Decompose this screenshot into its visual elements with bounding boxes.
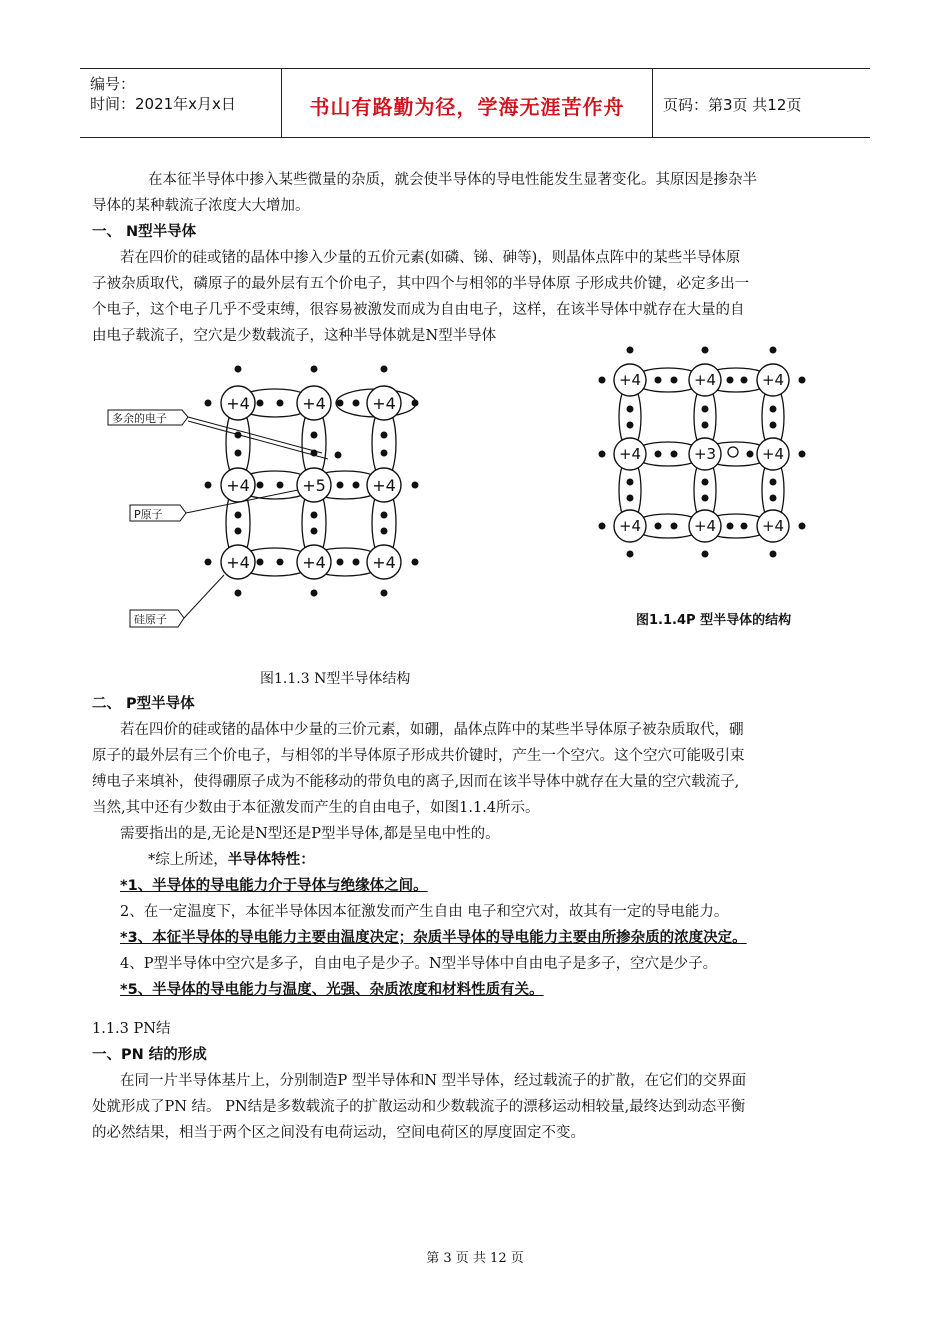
property-item: *3、本征半导体的导电能力主要由温度决定；杂质半导体的导电能力主要由所掺杂质的浓度决定。 [120,930,747,946]
section-pn-heading: 一、PN 结的形成 [92,1047,207,1063]
atom-label: +3 [693,445,717,463]
label-si-atom: 硅原子 [134,613,167,626]
atom-label: +4 [372,553,396,572]
section-p-line: 缚电子来填补，使得硼原子成为不能移动的带负电的离子,因而在该半导体中就存在大量的空穴载流子, [92,774,740,790]
p-type-diagram [590,340,810,570]
summary-prefix: *综上所述， [148,852,228,868]
section-p-line: 若在四价的硅或锗的晶体中少量的三价元素，如硼，晶体点阵中的某些半导体原子被杂质取代，硼 [120,722,744,738]
section-pn [92,1016,858,1146]
figure-n-caption: 图1.1.3 N型半导体结构 [260,671,411,687]
section-pn-line: 在同一片半导体基片上，分别制造P 型半导体和N 型半导体，经过载流子的扩散，在它们的交界面 [120,1073,747,1089]
header-page-label: 页码：第3页 共12页 [663,96,802,114]
property-item: 4、P型半导体中空穴是多子，自由电子是少子。N型半导体中自由电子是多子，空穴是少子。 [120,956,718,972]
intro-paragraph [92,167,858,349]
section-p-line: 当然,其中还有少数由于本征激发而产生的自由电子，如图1.1.4所示。 [92,800,540,816]
summary-bold: 半导体特性： [227,852,315,868]
atom-label: +4 [226,476,250,495]
header-table [80,68,870,138]
document-number-label: 编号： [90,75,136,93]
intro-line: 导体的某种载流子浓度大大增加。 [92,198,310,214]
atom-label: +4 [618,445,642,463]
atom-label: +4 [302,394,326,413]
property-item: *5、半导体的导电能力与温度、光强、杂质浓度和材料性质有关。 [120,982,544,998]
n-type-diagram [100,355,440,635]
document-time-label: 时间：2021年x月x日 [90,95,236,113]
figure-p-caption: 图1.1.4P 型半导体的结构 [636,613,792,628]
section-n-line: 由电子载流子，空穴是少数载流子，这种半导体就是N型半导体 [92,328,497,344]
summary-line [92,847,858,873]
page-footer: 第 3 页 共 12 页 [426,1251,524,1266]
section-pn-line: 处就形成了PN 结。 PN结是多数载流子的扩散运动和少数载流子的漂移运动相较量,最终达到动态平衡 [92,1099,746,1115]
label-p-atom: P原子 [134,508,163,521]
atom-label: +4 [618,517,642,535]
atom-label: +4 [302,553,326,572]
header-motto: 书山有路勤为径，学海无涯苦作舟 [309,95,625,119]
atom-label: +4 [693,371,717,389]
atom-label: +4 [372,394,396,413]
section-p-line: 需要指出的是,无论是N型还是P型半导体,都是呈电中性的。 [120,826,500,842]
property-item: 2、在一定温度下，本征半导体因本征激发而产生自由 电子和空穴对，故其有一定的导电能力。 [120,904,729,920]
section-pn-title: 1.1.3 PN结 [92,1021,171,1037]
section-n-heading: 一、 N型半导体 [92,224,197,240]
label-extra-electron: 多余的电子 [112,412,167,425]
atom-label: +4 [761,445,785,463]
header-motto-cell [282,69,653,137]
atom-label: +4 [226,553,250,572]
atom-label: +4 [618,371,642,389]
atom-label: +4 [761,517,785,535]
section-p-line: 原子的最外层有三个价电子，与相邻的半导体原子形成共价键时，产生一个空穴。这个空穴可能吸引束 [92,748,745,764]
atom-label: +4 [226,394,250,413]
section-n-line: 个电子，这个电子几乎不受束缚，很容易被激发而成为自由电子，这样，在该半导体中就存在大量的自 [92,302,745,318]
atom-label: +5 [302,476,326,495]
property-item: *1、半导体的导电能力介于导体与绝缘体之间。 [120,878,428,894]
section-p-heading: 二、 P型半导体 [92,696,195,712]
intro-line: 在本征半导体中掺入某些微量的杂质，就会使半导体的导电性能发生显著变化。其原因是掺杂半 [148,172,757,188]
header-left-cell [80,69,282,137]
section-n-line: 若在四价的硅或锗的晶体中掺入少量的五价元素(如磷、锑、砷等)，则晶体点阵中的某些半导体原 [120,250,741,266]
hole-marker [728,447,738,457]
atom-label: +4 [761,371,785,389]
section-n-line: 子被杂质取代，磷原子的最外层有五个价电子，其中四个与相邻的半导体原 子形成共价键，必定多出一 [92,276,750,292]
section-p [92,691,858,1003]
atom-label: +4 [693,517,717,535]
section-pn-line: 的必然结果，相当于两个区之间没有电荷运动，空间电荷区的厚度固定不变。 [92,1125,585,1141]
atom-label: +4 [372,476,396,495]
header-page-cell [653,69,870,137]
